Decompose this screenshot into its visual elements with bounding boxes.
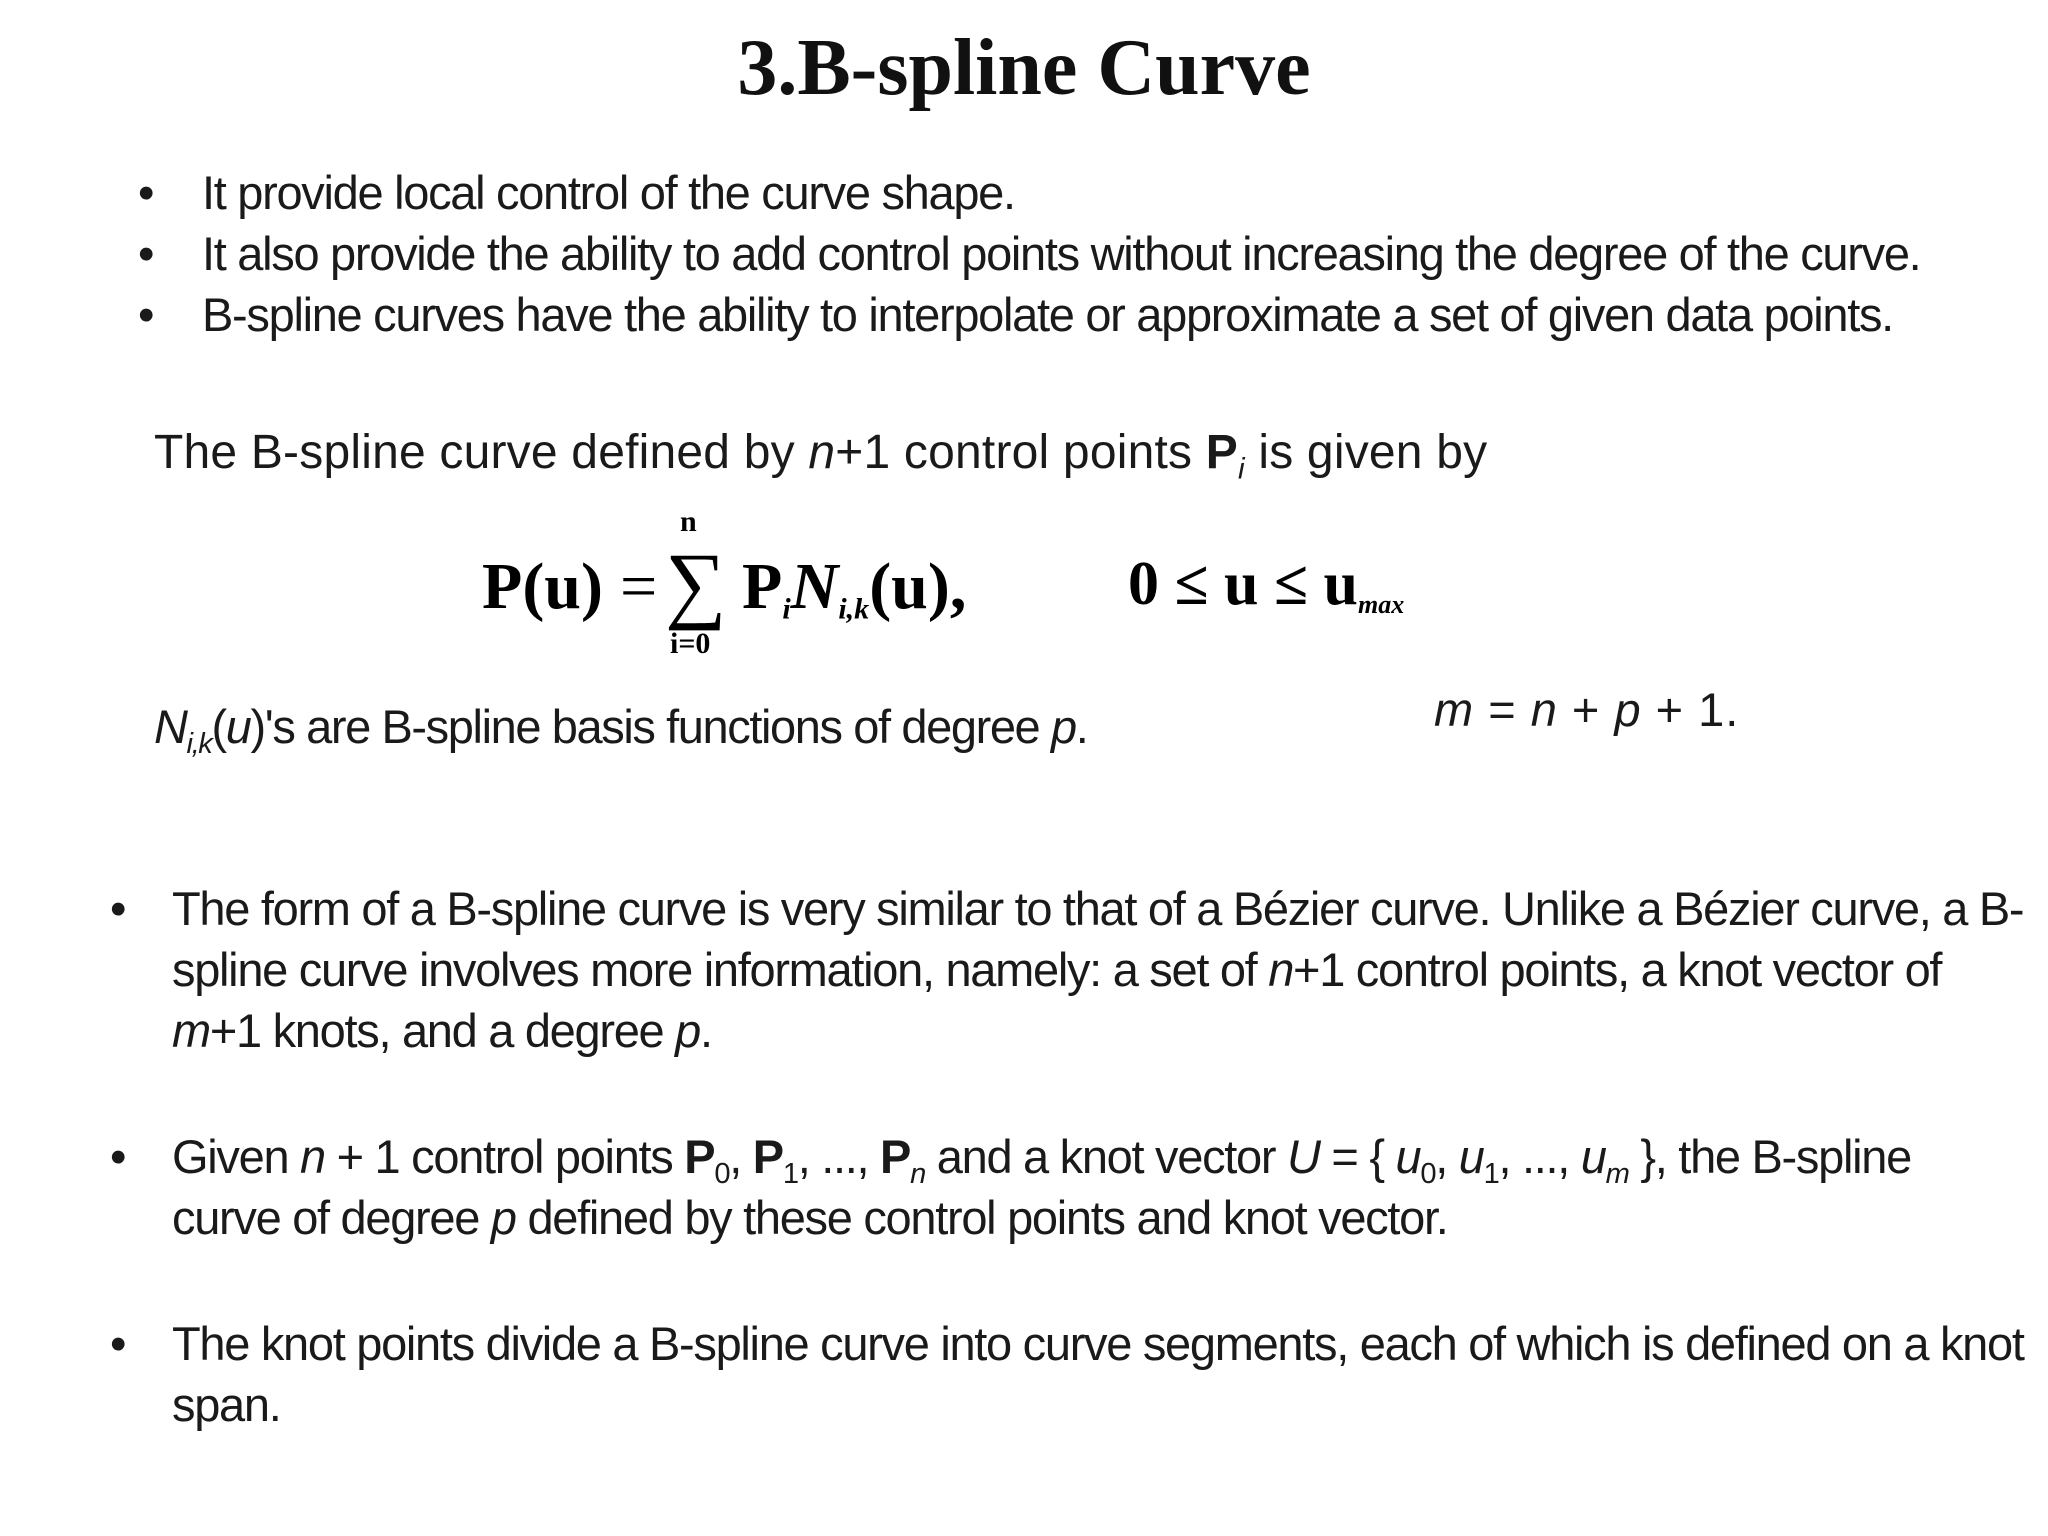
bottom-bullet-list xyxy=(110,878,2030,1500)
basis-functions-note: $N_{i,k}(u)'s$ are B-spline basis functions of degree p. xyxy=(154,700,1088,761)
knot-count-equation: m = n + p + 1. xyxy=(1434,683,1740,736)
bullet-given-control-points: • Given n + 1 control points $P_0$, $P_1$, ..., $P_n$ and a knot vector U = { $u_0$, $u_1$, ..., $u_m$ }, the B-spline curve of degree p defined by these control points and knot vector. xyxy=(110,1126,2030,1248)
bullet-add-control-points: • It also provide the ability to add control points without increasing the degree of the curve. xyxy=(138,223,2028,284)
summation-sign: ∑ xyxy=(665,535,727,631)
sum-lower-limit: i=0 xyxy=(670,627,711,660)
equation-equals: = xyxy=(620,550,658,623)
bullet-local-control: • It provide local control of the curve shape. xyxy=(138,162,2028,223)
bullet-similar-to-bezier: • The form of a B-spline curve is very similar to that of a Bézier curve. Unlike a Bézier curve, a B-spline curve involves more information, namely: a set of n+1 control points, a knot vector of m+1 knots, and a degree p. xyxy=(110,878,2030,1061)
equation-range: $0 \le u \le u_{max}$ xyxy=(1128,550,1405,620)
slide-title: 3.B-spline Curve xyxy=(737,24,1311,112)
sum-upper-limit: n xyxy=(680,505,697,538)
intro-sentence: The B-spline curve defined by n+1 control points $P_i$ is given by xyxy=(154,426,1488,486)
equation-lhs: P(u) xyxy=(482,550,603,623)
equation-term: $P_iN_{i,k}(u)$, xyxy=(742,550,967,626)
bspline-equation xyxy=(482,505,1462,675)
top-bullet-list xyxy=(138,162,2028,345)
bullet-knot-spans: • The knot points divide a B-spline curve into curve segments, each of which is defined on a knot span. xyxy=(110,1313,2030,1435)
bullet-interpolate: • B-spline curves have the ability to interpolate or approximate a set of given data points. xyxy=(138,284,2028,345)
